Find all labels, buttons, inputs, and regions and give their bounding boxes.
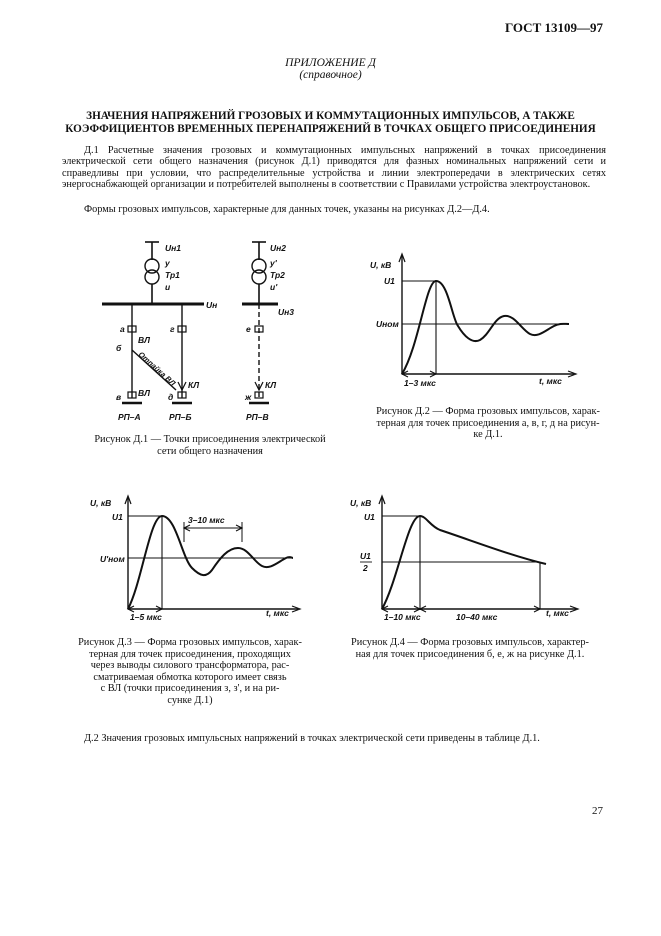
figure-d2-caption-line1: Рисунок Д.2 — Форма грозовых импульсов, харак- [376, 406, 600, 417]
label-rp-a: РП–А [118, 412, 141, 422]
label-u: и [165, 282, 171, 292]
figure-d1-diagram [92, 240, 324, 435]
half-label-numerator: U1 [360, 551, 371, 561]
label-branch: Отпайка ВЛ [136, 349, 178, 388]
figure-d3-caption-line2: терная для точек присоединения, проходящих [89, 648, 291, 660]
transformer-1-winding-top [145, 259, 159, 273]
label-v: в [116, 392, 122, 402]
figure-d3-graph [88, 492, 308, 627]
figure-d3-caption-line5: с ВЛ (точки присоединения з, з', и на ри- [100, 683, 280, 695]
figure-d3-caption-line1: Рисунок Д.3 — Форма грозовых импульсов, харак- [78, 637, 302, 648]
span-label: 1–3 мкс [404, 378, 436, 388]
unom-label: U'ном [100, 554, 125, 564]
figure-d2-caption-line3: ке Д.1. [473, 429, 503, 441]
paragraph-d2: Д.2 Значения грозовых импульсных напряжений в точках электрической сети приведены в таблице Д.1. [84, 733, 540, 744]
label-rp-b: РП–Б [169, 412, 192, 422]
figure-d3-caption [70, 637, 310, 707]
label-g: г [170, 324, 175, 334]
label-u2: и' [270, 282, 278, 292]
x-axis-label: t, мкс [546, 608, 569, 618]
transformer-2-winding-bottom [252, 270, 266, 284]
label-vl-2: ВЛ [138, 388, 150, 398]
label-un2: Uн2 [270, 243, 286, 253]
x-axis-label: t, мкс [266, 608, 289, 618]
y-axis-label: U, кВ [90, 498, 112, 508]
x-axis-label: t, мкс [539, 376, 562, 386]
appendix-subtitle: (справочное) [299, 69, 362, 81]
figure-d2-caption-line2: терная для точек присоединения а, в, г, д на рисун- [376, 417, 600, 429]
label-un1: Uн1 [165, 243, 181, 253]
label-rp-v: РП–В [246, 412, 269, 422]
figure-d4-caption-line2: ная для точек присоединения б, е, ж на рисунке Д.1. [355, 648, 585, 660]
appendix-heading [0, 57, 661, 81]
figure-d3-caption-line6: сунке Д.1) [167, 694, 213, 706]
period-label: 3–10 мкс [188, 515, 225, 525]
standard-header: ГОСТ 13109—97 [504, 20, 603, 35]
label-a: а [120, 324, 125, 334]
figure-d1-caption-line2: сети общего назначения [157, 445, 263, 457]
figure-d4-caption [330, 637, 610, 660]
label-y: у [165, 258, 170, 268]
label-b: б [116, 343, 122, 353]
section-title-line2: КОЭФФИЦИЕНТОВ ВРЕМЕННЫХ ПЕРЕНАПРЯЖЕНИЙ В ТОЧКАХ ОБЩЕГО ПРИСОЕДИНЕНИЯ [65, 122, 596, 135]
label-e: е [246, 324, 251, 334]
half-label-denominator: 2 [363, 563, 368, 573]
label-vl-1: ВЛ [138, 335, 150, 345]
impulse-curve [128, 516, 293, 609]
label-d: д [168, 392, 174, 402]
label-y2: у' [270, 258, 277, 268]
figure-d4-graph [346, 492, 586, 627]
label-tr1: Тр1 [165, 270, 180, 280]
label-un3: Uн3 [278, 307, 294, 317]
u1-label: U1 [364, 512, 375, 522]
figure-d1-caption [60, 434, 360, 457]
unom-label: Uном [376, 319, 399, 329]
figure-d1-caption-line1: Рисунок Д.1 — Точки присоединения электрической [94, 434, 326, 445]
paragraph-d1: Д.1 Расчетные значения грозовых и коммутационных импульсных напряжений в точках присоединения электрической сети общего назначения (рисунок Д.1) приводятся для фазных номинальных напряжений сети и справедливы при условии, что распределительные устройства и линии электропередачи в электрических сетях энергоснабжающей организации и потребителей выполнены в соответствии с Правилами устройства электроустановок. [62, 145, 606, 191]
label-tr2: Тр2 [270, 270, 285, 280]
y-axis-label: U, кВ [350, 498, 372, 508]
span-label: 1–5 мкс [130, 612, 162, 622]
figure-d2-graph [364, 250, 584, 400]
section-title-line1: ЗНАЧЕНИЯ НАПРЯЖЕНИЙ ГРОЗОВЫХ И КОММУТАЦИОННЫХ ИМПУЛЬСОВ, А ТАКЖЕ [86, 110, 575, 122]
figure-d3-caption-line4: сматриваемая обмотка которого имеет связь [93, 671, 287, 683]
section-title [55, 110, 606, 135]
impulse-curve [402, 281, 569, 374]
u1-label: U1 [112, 512, 123, 522]
span2-label: 10–40 мкс [456, 612, 498, 622]
label-un: Uн [206, 300, 218, 310]
label-kl-1: КЛ [188, 380, 200, 390]
label-zh: ж [245, 392, 252, 402]
figure-d3-caption-line3: через выводы силового трансформатора, рас- [90, 660, 290, 672]
u1-label: U1 [384, 276, 395, 286]
transformer-1-winding-bottom [145, 270, 159, 284]
appendix-title: ПРИЛОЖЕНИЕ Д [285, 57, 376, 69]
figure-d4-caption-line1: Рисунок Д.4 — Форма грозовых импульсов, характер- [351, 637, 589, 648]
transformer-2-winding-top [252, 259, 266, 273]
label-kl-2: КЛ [265, 380, 277, 390]
y-axis-label: U, кВ [370, 260, 392, 270]
figure-d2-caption [368, 406, 608, 441]
page-number: 27 [592, 805, 603, 817]
span1-label: 1–10 мкс [384, 612, 421, 622]
paragraph-forms: Формы грозовых импульсов, характерные для данных точек, указаны на рисунках Д.2—Д.4. [84, 204, 490, 215]
